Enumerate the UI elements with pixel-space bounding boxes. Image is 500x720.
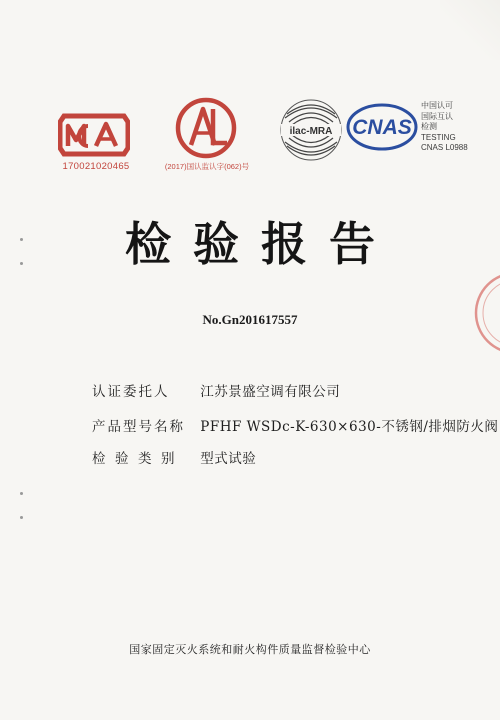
field-test-type (92, 447, 256, 467)
cnas-mark: CNAS (352, 116, 412, 139)
cnas-line: 中国认可 (421, 101, 453, 110)
field-value: 型式试验 (200, 451, 257, 467)
paper-fold-shadow (440, 0, 500, 60)
report-title: 检验报告 (125, 217, 397, 271)
cnas-logo (346, 103, 418, 151)
scan-speck (20, 492, 23, 495)
cma-code: 170021020465 (62, 161, 130, 172)
cnas-line: 检测 (421, 122, 437, 131)
cma-logo (58, 112, 130, 158)
cnas-line: CNAS L0988 (421, 143, 468, 152)
issuing-center: 国家固定灭火系统和耐火构件质量监督检验中心 (129, 643, 371, 656)
field-product (92, 415, 498, 435)
field-client (92, 380, 340, 400)
field-label: 检验类别 (92, 451, 184, 467)
field-value: PFHF WSDc-K-630×630-不锈钢/排烟防火阀 (200, 419, 499, 435)
report-number: No.Gn201617557 (202, 312, 298, 327)
cnas-line: TESTING (421, 132, 456, 142)
ilac-mra-logo (279, 98, 343, 162)
cnas-accreditation-text (421, 101, 468, 154)
scan-speck (20, 238, 23, 241)
partial-seal-stamp (472, 268, 500, 358)
cnas-line: 国际互认 (421, 111, 453, 121)
field-label: 产品型号名称 (92, 419, 185, 435)
scan-speck (20, 262, 23, 265)
field-label: 认证委托人 (92, 384, 170, 400)
scan-speck (20, 516, 23, 519)
ilac-mra-mark: ilac-MRA (289, 126, 333, 137)
field-value: 江苏景盛空调有限公司 (200, 384, 341, 400)
cal-code: (2017)国认监认字(062)号 (164, 162, 250, 171)
cal-logo (173, 97, 239, 159)
